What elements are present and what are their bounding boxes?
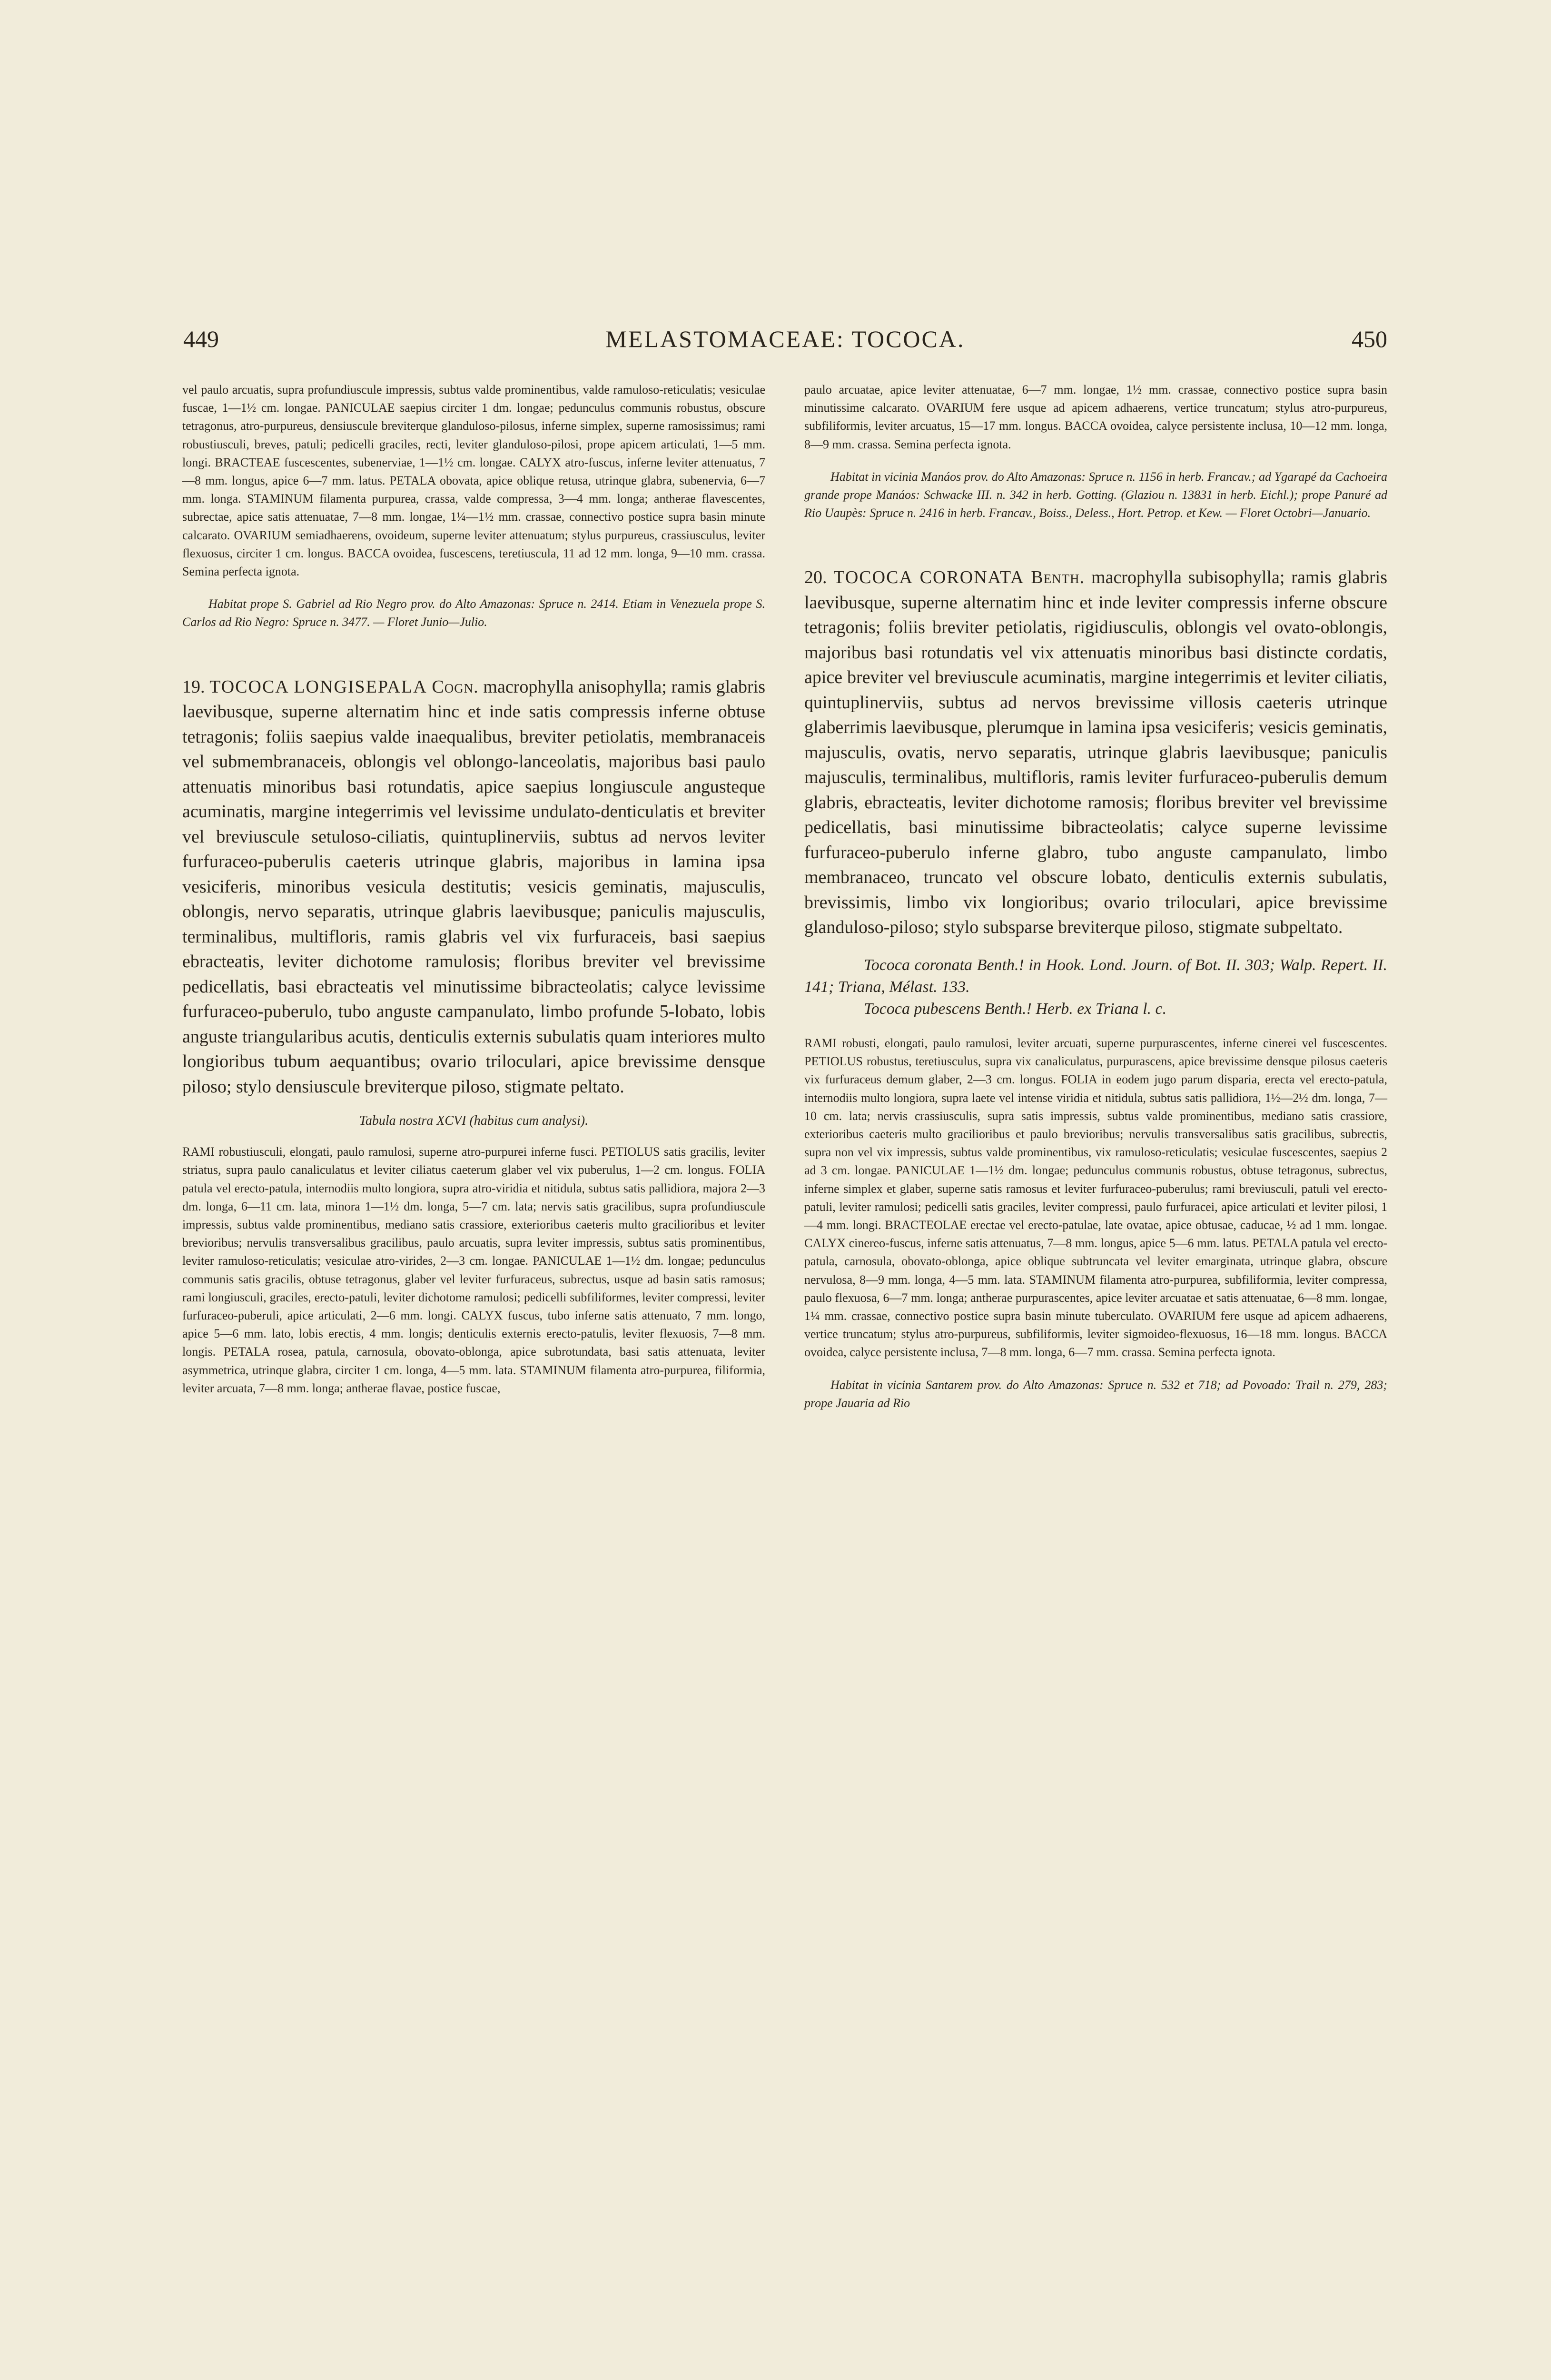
description-continued: vel paulo arcuatis, supra profundiuscule impressis, subtus valde prominentibus, valde ramuloso-reticulatis; vesiculae fuscae, 1—1½ cm. longae. PANICULAE saepius circiter 1 dm. longae; pedunculus communis robustus, obscure tetragonus, atro-purpureus, densiuscule breviterque glanduloso-pilosus, inferne simplex, superne ramosissimus; rami robustiusculi, breves, patuli; pedicelli graciles, recti, leviter glanduloso-pilosi, prope apicem articulati, 1—5 mm. longi. BRACTEAE fuscescentes, subenerviae, 1—1½ cm. longae. CALYX atro-fuscus, inferne leviter attenuatus, 7—8 mm. longus, apice 6—7 mm. latus. PETALA obovata, apice oblique retusa, utrinque glabra, subenervia, 6—7 mm. longa. STAMINUM filamenta purpurea, crassa, valde compressa, 3—4 mm. longa; antherae flavescentes, subrectae, apice satis attenuatae, 7—8 mm. longae, 1¼—1½ mm. crassae, connectivo postice supra basin minute calcarato. OVARIUM semiadhaerens, ovoideum, superne leviter attenuatum; stylus purpureus, crassiusculus, leviter flexuosus, circiter 1 cm. longus. BACCA ovoidea, fuscescens, teretiuscula, 11 ad 12 mm. longa, 9—10 mm. crassa. Semina perfecta ignota. — [182, 383, 765, 579]
species-20-description: RAMI robusti, elongati, paulo ramulosi, leviter arcuati, superne purpurascentes, inferne cinerei vel fuscescentes. PETIOLUS robustus, teretiusculus, supra vix canaliculatus, purpurascens, apice brevissime densque pilosus caeteris vix furfuraceus demum glaber, 2—3 cm. longus. FOLIA in eodem jugo parum disparia, erecta vel erecto-patula, internodiis multo longiora, supra laete vel intense viridia et nitidula, subtus satis pallidiora, 1½—2½ dm. longa, 7—10 cm. lata; nervis crassiusculis, supra satis impressis, subtus valde prominentibus, mediano satis crassiore, exterioribus caeteris multo gracilioribus et paulo brevioribus; nervulis transversalibus satis gracilibus, subrectis, supra non vel vix impressis, subtus valde prominentibus, vix ramuloso-reticulatis; vesiculae fuscescentes, saepius 2 ad 3 cm. longae. PANICULAE 1—1½ dm. longae; pedunculus communis robustus, obtuse tetragonus, subrectus, inferne simplex et glaber, superne satis ramosus et leviter furfuraceo-puberulus; rami breviusculi, patuli vel erecto-patuli, leviter ramulosi; pedicelli satis graciles, leviter compressi, paulo furfuracei, apice articulati et leviter pilosi, 1—4 mm. longi. BRACTEOLAE erectae vel erecto-patulae, late ovatae, apice obtusae, caducae, ½ ad 1 mm. longae. CALYX cinereo-fuscus, inferne satis attenuatus, 7—8 mm. longus, apice 5—6 mm. latus. PETALA patula vel erecto-patula, carnosula, obovato-oblonga, apice oblique subtruncata vel leviter emarginata, utrinque glabra, obscure nervulosa, 8—9 mm. longa, 4—5 mm. lata. STAMINUM filamenta atro-purpurea, subfiliformia, leviter compressa, paulo flexuosa, 6—7 mm. longa; antherae purpurascentes, apice leviter arcuatae et satis attenuatae, 6—8 mm. longae, 1¼ mm. crassae, connectivo postice supra basin minute tuberculato. OVARIUM fere usque ad apicem adhaerens, vertice truncatum; stylus atro-purpureus, subfiliformis, leviter sigmoideo-flexuosus, 16—18 mm. longus. BACCA ovoidea, calyce persistente inclusa, 7—8 mm. longa, 6—7 mm. crassa. Semina perfecta ignota. — [804, 1036, 1387, 1359]
species-number: 19. — [182, 676, 205, 697]
habitat-paragraph: Habitat prope S. Gabriel ad Rio Negro prov. do Alto Amazonas: Spruce n. 2414. Etiam in Venezuela prope S. Carlos ad Rio Negro: Spruce n. 3477. — Floret Junio—Julio. — [182, 597, 765, 629]
plate-reference: Tabula nostra XCVI (habitus cum analysi). — [359, 1113, 589, 1129]
habitat-paragraph: Habitat in vicinia Manáos prov. do Alto Amazonas: Spruce n. 1156 in herb. Francav.; ad Ygarapé da Cachoeira grande prope Manáos: Schwacke III. n. 342 in herb. Gotting. (Glaziou n. 13831 in herb. Eichl.); prope Panuré ad Rio Uaupès: Spruce n. 2416 in herb. Francav., Boiss., Deless., Hort. Petrop. et Kew. — Floret Octobri—Januario. — [804, 469, 1387, 520]
synonym-citation: Tococa pubescens Benth.! Herb. ex Triana l. c. — [864, 1000, 1167, 1018]
right-column — [804, 381, 1387, 1412]
synonym-citation: Tococa coronata Benth.! in Hook. Lond. Journ. of Bot. II. 303; Walp. Repert. II. 141; Triana, Mélast. 133. — [804, 956, 1387, 996]
page-header — [183, 325, 1387, 358]
page-number-right: 450 — [1352, 326, 1387, 352]
species-20-diagnosis — [804, 565, 1387, 940]
species-19-diagnosis — [182, 674, 765, 1100]
habitat-paragraph: Habitat in vicinia Santarem prov. do Alto Amazonas: Spruce n. 532 et 718; ad Povoado: Trail n. 279, 283; prope Jauaria ad Rio — [804, 1378, 1387, 1410]
species-name: TOCOCA LONGISEPALA — [209, 676, 427, 697]
species-number: 20. — [804, 567, 827, 588]
species-19-description: RAMI robustiusculi, elongati, paulo ramulosi, superne atro-purpurei inferne fusci. PETIOLUS satis gracilis, leviter striatus, supra paulo canaliculatus et leviter ciliatus caeterum glaber vel vix puberulus, 1—2 cm. longus. FOLIA patula vel erecto-patula, internodiis multo longiora, supra atro-viridia et nitidula, subtus satis pallidiora, majora 2—3 dm. longa, 6—11 cm. lata, minora 1—1½ dm. longa, 5—7 cm. lata; nervis satis gracilibus, supra profundiuscule impressis, subtus valde prominentibus, mediano satis crassiore, exterioribus caeteris multo gracilioribus et leviter brevioribus; nervulis transversalibus gracilibus, paulo arcuatis, supra leviter impressis, subtus satis prominentibus, leviter ramuloso-reticulatis; vesiculae atro-virides, 2—3 cm. longae. PANICULAE 1—1½ dm. longae; pedunculus communis satis gracilis, obtuse tetragonus, glaber vel leviter furfuraceus, subrectus, usque ad basin satis ramosus; rami longiusculi, graciles, erecto-patuli, leviter dichotome ramulosi; pedicelli subfiliformes, leviter compressi, leviter furfuraceo-puberuli, apice articulati, 2—6 mm. longi. CALYX fuscus, tubo inferne satis attenuato, 7 mm. longo, apice 5—6 mm. lato, lobis erectis, 4 mm. longis; denticulis externis erecto-patulis, leviter flexuosis, 7—8 mm. longis. PETALA rosea, patula, carnosula, obovato-oblonga, apice subrotundata, basi satis attenuata, leviter asymmetrica, utrinque glabra, circiter 1 cm. longa, 4—5 mm. lata. STAMINUM filamenta atro-purpurea, filiformia, leviter arcuata, 7—8 mm. longa; antherae flavae, postice fuscae, — [182, 1145, 765, 1395]
diagnosis-text: macrophylla anisophylla; ramis glabris laevibusque, superne alternatim hinc et inde satis compressis inferne obtuse tetragonis; foliis saepius valde inaequalibus, breviter petiolatis, membranaceis vel submembranaceis, oblongis vel oblongo-lanceolatis, majoribus basi paulo attenuatis minoribus basi rotundatis, apice saepius longiuscule angusteque acuminatis, margine integerrimis vel levissime undulato-denticulatis et breviter vel breviuscule setuloso-ciliatis, quintuplinerviis, subtus ad nervos leviter furfuraceo-puberulis caeteris utrinque glabris, majoribus in lamina ipsa vesiciferis, minoribus vesicula destitutis; vesicis geminatis, majusculis, oblongis, nervo separatis, utrinque glabris laevibusque; paniculis majusculis, terminalibus, multifloris, ramis glabris vel vix furfuraceis, basi saepius ebracteatis, leviter dichotome ramulosis; floribus breviter vel brevissime pedicellatis, basi ebracteatis vel minutissime bibracteolatis; calyce levissime furfuraceo-puberulo, tubo anguste campanulato, limbo profunde 5-lobato, lobis anguste triangularibus acutis, denticulis externis subulatis quam interiores multo longioribus tubum aequantibus; ovario triloculari, apice brevissime densque piloso; stylo densiuscule breviterque piloso, stigmate peltato. — [182, 676, 766, 1097]
species-author: Cogn. — [432, 676, 479, 697]
running-title: MELASTOMACEAE: TOCOCA. — [605, 326, 965, 352]
species-author: Benth. — [1031, 567, 1085, 588]
diagnosis-text: macrophylla subisophylla; ramis glabris laevibusque, superne alternatim hinc et inde leviter compressis inferne obscure tetragonis; foliis breviter petiolatis, rigidiusculis, oblongis vel ovato-oblongis, majoribus basi rotundatis vel vix attenuatis minoribus basi distincte cordatis, apice breviter vel breviuscule acuminatis, margine integerrimis et leviter ciliatis, quintuplinerviis, subtus ad nervos brevissime villosis caeteris utrinque glaberrimis laevibusque, plerumque in lamina ipsa vesiciferis; vesicis geminatis, majusculis, ovatis, nervo separatis, utrinque glabris laevibusque; paniculis majusculis, terminalibus, multifloris, ramis leviter furfuraceo-puberulis demum glabris, ebracteatis, leviter dichotome ramosis; floribus breviter vel brevissime pedicellatis, basi minutissime bibracteolatis; calyce superne levissime furfuraceo-puberulo inferne glabro, tubo anguste campanulato, limbo membranaceo, truncato vel obscure lobato, denticulis externis subulatis, brevissimis, limbo vix longioribus; ovario triloculari, apice brevissime glanduloso-piloso; stylo subsparse breviterque piloso, stigmate subpeltato. — [804, 567, 1387, 938]
description-continued: paulo arcuatae, apice leviter attenuatae, 6—7 mm. longae, 1½ mm. crassae, connectivo postice supra basin minutissime calcarato. OVARIUM fere usque ad apicem adhaerens, vertice truncatum; stylus atro-purpureus, subfiliformis, leviter arcuatus, 15—17 mm. longus. BACCA ovoidea, calyce persistente inclusa, 10—12 mm. longa, 8—9 mm. crassa. Semina perfecta ignota. — [804, 383, 1387, 451]
species-name: TOCOCA CORONATA — [833, 567, 1025, 588]
left-column — [182, 381, 765, 1398]
page-number-left: 449 — [183, 326, 219, 352]
